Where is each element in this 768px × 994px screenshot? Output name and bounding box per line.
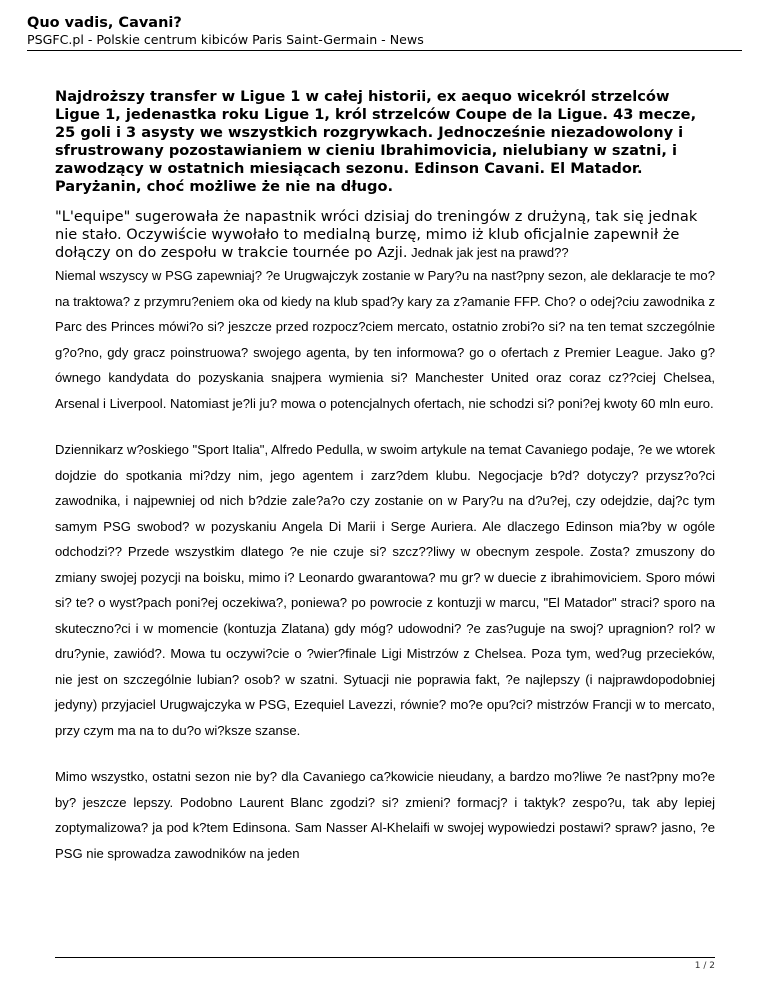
paragraph-3: Mimo wszystko, ostatni sezon nie by? dla Cavaniego ca?kowicie nieudany, a bardzo mo?liwe ?e nast?pny mo?e by? jeszcze lepszy. Podobno Laurent Blanc zgodzi? si? zmieni? formacj? i taktyk? zespo?u, tak aby lepiej zoptymalizowa? ja pod k?tem Edinsona. Sam Nasser Al-Khelaifi w swojej wypowiedzi postawi? spraw? jasno, ?e PSG nie sprowadza zawodników na jeden — [55, 769, 715, 861]
intro-text: "L'equipe" sugerowała że napastnik wróci dzisiaj do treningów z drużyną, tak się jednak nie stało. Oczywiście wywołało to medialną burzę, mimo iż klub oficjalnie zapewnił że dołączy on do zespołu w trakcie tournée po Azji. — [55, 208, 698, 261]
page-header — [27, 14, 742, 48]
site-subtitle: PSGFC.pl - Polskie centrum kibiców Paris Saint-Germain - News — [27, 32, 424, 47]
page-number: 1 / 2 — [694, 961, 715, 971]
paragraph-1: Niemal wszyscy w PSG zapewniaj? ?e Urugwajczyk zostanie w Pary?u na nast?pny sezon, ale deklaracje te mo?na traktowa? z przymru?eniem oka od kiedy na klub spad?y kary za z?amanie FFP. Cho? o odej?ciu zawodnika z Parc des Princes mówi?o si? jeszcze przed rozpocz?ciem mercato, ostatnio zrobi?o si? na ten temat szczególnie g?o?no, gdy gracz poinstruowa? swojego agenta, by ten informowa? go o ofertach z Premier League. Jako g?ównego kandydata do pozyskania snajpera wymienia si? Manchester United oraz coraz cz??ciej Chelsea, Arsenal i Liverpool. Natomiast je?li ju? mowa o potencjalnych ofertach, nie schodzi si? poni?ej kwoty 60 mln euro. — [55, 268, 715, 411]
header-divider — [27, 50, 742, 51]
paragraph-2: Dziennikarz w?oskiego "Sport Italia", Alfredo Pedulla, w swoim artykule na temat Cavaniego podaje, ?e we wtorek dojdzie do spotkania mi?dzy nim, jego agentem i zarz?dem klubu. Negocjacje b?d? dotyczy? przysz?o?ci zawodnika, i najpewniej od nich b?dzie zale?a?o czy zostanie on w Pary?u na d?u?ej, czy odejdzie, daj?c tym samym PSG swobod? w pozyskaniu Angela Di Marii i Serge Auriera. Ale dlaczego Edinson mia?by w ogóle odchodzi?? Przede wszystkim dlatego ?e nie czuje si? szcz??liwy w obecnym zespole. Zosta? zmuszony do zmiany swojej pozycji na boisku, mimo i? Leonardo gwarantowa? mu gr? w duecie z ibrahimoviciem. Sporo mówi si? te? o wyst?pach poni?ej oczekiwa?, poniewa? po powrocie z kontuzji w marcu, "El Matador" straci? sporo na skuteczno?ci i w momencie (kontuzja Zlatana) gdy móg? udowodni? ?e zas?uguje na swoj? upragnion? rol? w dru?ynie, zawiód?. Mowa tu oczywi?cie o ?wier?finale Ligi Mistrzów z Chelsea. Poza tym, wed?ug przecieków, nie jest on szczególnie lubian? osob? w szatni. Sytuacji nie poprawia fakt, ?e najlepszy (i najprawdopodobniej jedyny) przyjaciel Urugwajczyka w PSG, Ezequiel Lavezzi, równie? mo?e opu?ci? mistrzów Francji w to mercato, przy czym ma na to du?o wi?ksze szanse. — [55, 442, 715, 738]
article-body — [55, 88, 715, 887]
article-title: Quo vadis, Cavani? — [27, 15, 182, 31]
article-intro — [55, 208, 715, 262]
footer-divider — [55, 957, 715, 958]
article-lead: Najdroższy transfer w Ligue 1 w całej historii, ex aequo wicekról strzelców Ligue 1, jedenastka roku Ligue 1, król strzelców Coupe de la Ligue. 43 mecze, 25 goli i 3 asysty we wszystkich rozgrywkach. Jednocześnie niezadowolony i sfrustrowany pozostawianiem w cieniu Ibrahimovicia, nielubiany w szatni, i zawodzący w ostatnich miesiącach sezonu. Edinson Cavani. El Matador. Paryżanin, choć możliwe że nie na długo. — [55, 88, 697, 195]
intro-tail: Jednak jak jest na prawd?? — [407, 245, 569, 260]
